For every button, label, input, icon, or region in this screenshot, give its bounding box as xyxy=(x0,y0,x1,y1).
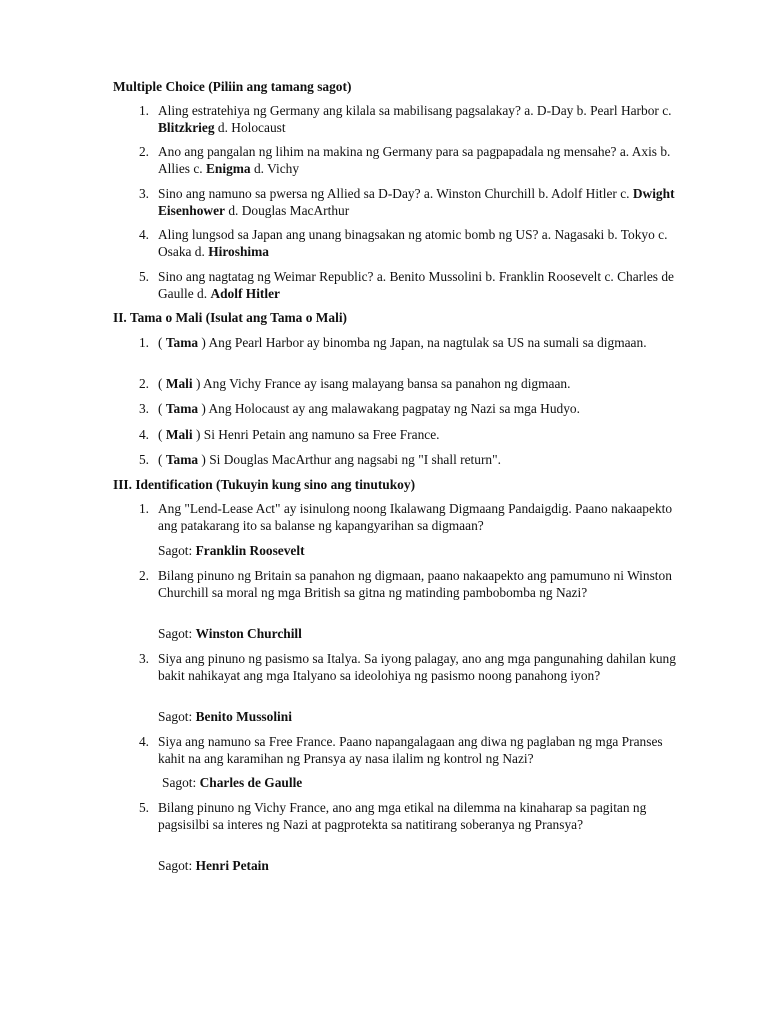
id-item-number: 5. xyxy=(138,800,149,815)
id-answer-line-2 xyxy=(158,626,302,643)
mc-answer-3: Dwight Eisenhower xyxy=(158,186,675,218)
tf-item-number: 4. xyxy=(138,427,149,442)
id-answer-line-5 xyxy=(158,858,269,875)
id-answer-2: Winston Churchill xyxy=(195,626,302,641)
mc-item-number: 4. xyxy=(138,227,149,242)
mc-question-5: Sino ang nagtatag ng Weimar Republic? a. Benito Mussolini b. Franklin Roosevelt c. Charles de Gaulle d. Adolf Hitler xyxy=(158,269,674,301)
mc-item-number: 1. xyxy=(138,103,149,118)
id-answer-line-3 xyxy=(158,709,292,726)
mc-question-3: Sino ang namuno sa pwersa ng Allied sa D-Day? a. Winston Churchill b. Adolf Hitler c. Dwight Eisenhower d. Douglas MacArthur xyxy=(158,186,675,218)
id-question-4: Siya ang namuno sa Free France. Paano napangalagaan ang diwa ng paglaban ng mga Pranses kahit na ang karamihan ng Pransya ay nasa ilalim ng kontrol ng Nazi? xyxy=(158,734,663,766)
mc-item-number: 2. xyxy=(138,144,149,159)
tf-answer-2: Mali xyxy=(165,376,193,391)
mc-answer-2: Enigma xyxy=(205,160,251,176)
tf-answer-5: Tama xyxy=(165,452,199,467)
section-heading-tama-o-mali: II. Tama o Mali (Isulat ang Tama o Mali) xyxy=(113,310,348,325)
id-answer-4: Charles de Gaulle xyxy=(199,775,303,790)
mc-answer-1: Blitzkrieg xyxy=(158,119,215,135)
tf-item-number: 5. xyxy=(138,452,149,467)
mc-question-4: Aling lungsod sa Japan ang unang binagsakan ng atomic bomb ng US? a. Nagasaki b. Tokyo c. Osaka d. Hiroshima xyxy=(158,227,668,259)
id-question-1: Ang "Lend-Lease Act" ay isinulong noong Ikalawang Digmaang Pandaigdig. Paano nakaapekto ang patakarang ito sa balanse ng kapangyarihan sa digmaan? xyxy=(158,501,673,533)
mc-answer-5: Adolf Hitler xyxy=(210,285,280,301)
id-answer-line-4 xyxy=(162,775,302,792)
id-answer-line-1 xyxy=(158,543,305,560)
id-question-3: Siya ang pinuno ng pasismo sa Italya. Sa iyong palagay, ano ang mga pangunahing dahilan kung bakit nahikayat ang mga Italyano sa ideolohiya ng pasismo noong panahong iyon? xyxy=(158,651,676,683)
id-answer-5: Henri Petain xyxy=(195,858,269,873)
id-question-5: Bilang pinuno ng Vichy France, ano ang mga etikal na dilemma na kinaharap sa pagitan ng pagsisilbi sa interes ng Nazi at pagprotekta sa natitirang soberanya ng Pransya? xyxy=(158,800,647,832)
answer-label: Sagot: xyxy=(158,709,196,724)
tf-item-number: 1. xyxy=(138,335,149,350)
tf-answer-3: Tama xyxy=(165,401,199,416)
mc-item-number: 5. xyxy=(138,269,149,284)
answer-label: Sagot: xyxy=(158,626,196,641)
id-answer-3: Benito Mussolini xyxy=(195,709,292,724)
answer-label: Sagot: xyxy=(158,543,196,558)
id-item-number: 4. xyxy=(138,734,149,749)
tf-item-number: 3. xyxy=(138,401,149,416)
tf-item-number: 2. xyxy=(138,376,149,391)
tf-statement-1: ( Tama ) Ang Pearl Harbor ay binomba ng Japan, na nagtulak sa US na sumali sa digmaan. xyxy=(158,335,647,350)
section-heading-identification: III. Identification (Tukuyin kung sino ang tinutukoy) xyxy=(113,477,416,492)
answer-label: Sagot: xyxy=(162,775,200,790)
tf-statement-3: ( Tama ) Ang Holocaust ay ang malawakang pagpatay ng Nazi sa mga Hudyo. xyxy=(158,401,580,416)
id-item-number: 1. xyxy=(138,501,149,516)
tf-statement-5: ( Tama ) Si Douglas MacArthur ang nagsabi ng "I shall return". xyxy=(158,452,501,467)
tf-answer-4: Mali xyxy=(165,427,193,442)
tf-statement-4: ( Mali ) Si Henri Petain ang namuno sa Free France. xyxy=(158,427,440,442)
section-heading-multiple-choice: Multiple Choice (Piliin ang tamang sagot) xyxy=(113,79,352,94)
tf-answer-1: Tama xyxy=(165,335,199,350)
answer-label: Sagot: xyxy=(158,858,196,873)
mc-answer-4: Hiroshima xyxy=(208,243,269,259)
tf-statement-2: ( Mali ) Ang Vichy France ay isang malayang bansa sa panahon ng digmaan. xyxy=(158,376,571,391)
id-item-number: 3. xyxy=(138,651,149,666)
id-item-number: 2. xyxy=(138,568,149,583)
mc-question-2: Ano ang pangalan ng lihim na makina ng Germany para sa pagpapadala ng mensahe? a. Axis b. Allies c. Enigma d. Vichy xyxy=(158,144,671,176)
mc-question-1: Aling estratehiya ng Germany ang kilala sa mabilisang pagsalakay? a. D-Day b. Pearl Harbor c. Blitzkrieg d. Holocaust xyxy=(158,103,672,135)
id-answer-1: Franklin Roosevelt xyxy=(195,543,305,558)
mc-item-number: 3. xyxy=(138,186,149,201)
id-question-2: Bilang pinuno ng Britain sa panahon ng digmaan, paano nakaapekto ang pamumuno ni Winston Churchill sa moral ng mga British sa gitna ng matinding pambobomba ng Nazi? xyxy=(158,568,672,600)
